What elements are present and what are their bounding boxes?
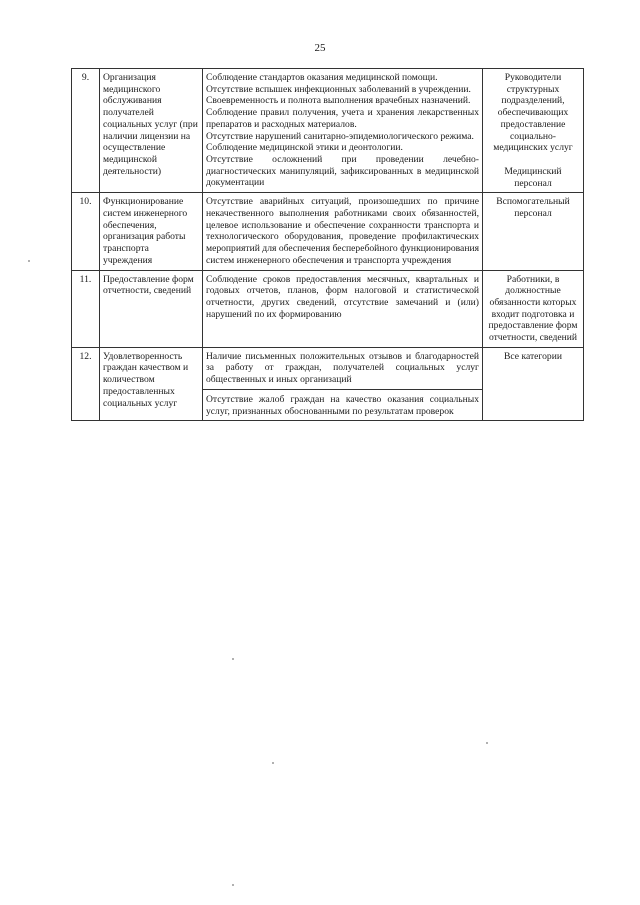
indicator: Отсутствие нарушений санитарно-эпидемиологического режима. — [206, 130, 474, 142]
scan-speck — [272, 762, 274, 764]
responsible-cell — [483, 270, 584, 347]
responsible-group: Все категории — [504, 350, 562, 362]
responsible-group: Работники, в должностные обязанности которых входит подготовка и предоставление форм отчетности, сведений — [488, 273, 578, 344]
indicator: Соблюдение медицинской этики и деонтологии. — [206, 142, 403, 154]
indicator: Своевременность и полнота выполнения врачебных назначений. — [206, 95, 471, 107]
indicators-cell — [203, 347, 483, 421]
scan-speck — [232, 658, 234, 660]
indicator: Отсутствие вспышек инфекционных заболеваний в учреждении. — [206, 83, 471, 95]
criteria-table — [71, 68, 584, 421]
criterion-name: Организация медицинского обслуживания получателей социальных услуг (при наличии лицензии на осуществление медицинской деятельности) — [100, 69, 203, 193]
responsible-cell — [483, 69, 584, 193]
table-row — [72, 193, 584, 270]
indicator: Отсутствие осложнений при проведении лечебно-диагностических манипуляций, зафиксированных в медицинской документации — [206, 153, 479, 189]
row-number: 9. — [72, 69, 100, 193]
row-number: 11. — [72, 270, 100, 347]
indicators-cell — [203, 270, 483, 347]
indicator: Отсутствие аварийных ситуаций, произошедших по причине некачественного выполнения работниками своих обязанностей, целевое использование и обеспечение сохранности транспорта и технологического оборудования, проведение профилактических мероприятий для обеспечения бесперебойного функционирования систем инженерного обеспечения и транспорта учреждения — [206, 196, 479, 266]
table-row — [72, 69, 584, 193]
scan-speck — [232, 884, 234, 886]
scan-speck — [28, 260, 30, 262]
scan-speck — [486, 742, 488, 744]
criterion-name: Удовлетворенность граждан качеством и количеством предоставленных социальных услуг — [100, 347, 203, 421]
responsible-cell — [483, 193, 584, 270]
responsible-group: Медицинский персонал — [504, 165, 562, 189]
criterion-name: Функционирование систем инженерного обеспечения, организация работы транспорта учреждения — [100, 193, 203, 270]
indicator: Соблюдение стандартов оказания медицинской помощи. — [206, 72, 438, 83]
row-number: 12. — [72, 347, 100, 421]
indicator: Соблюдение правил получения, учета и хранения лекарственных препаратов и расходных материалов. — [206, 107, 479, 130]
row-number: 10. — [72, 193, 100, 270]
indicators-cell — [203, 193, 483, 270]
indicator: Наличие письменных положительных отзывов и благодарностей за работу от граждан, получателей социальных услуг общественных и иных организаций — [206, 350, 479, 386]
criterion-name: Предоставление форм отчетности, сведений — [100, 270, 203, 347]
table-row — [72, 347, 584, 421]
indicator: Отсутствие жалоб граждан на качество оказания социальных услуг, признанных обоснованными по результатам проверок — [206, 393, 479, 417]
indicator: Соблюдение сроков предоставления месячных, квартальных и годовых отчетов, планов, форм налоговой и статистической отчетности, других сведений, отсутствие замечаний и (или) нарушений по их формированию — [206, 273, 479, 320]
indicators-cell — [203, 69, 483, 193]
responsible-group: Вспомогательный персонал — [496, 196, 570, 220]
responsible-group: Руководители структурных подразделений, обеспечивающих предоставление социально-медицинских услуг — [493, 72, 573, 154]
table-row — [72, 270, 584, 347]
responsible-cell — [483, 347, 584, 421]
page-number: 25 — [314, 42, 326, 54]
